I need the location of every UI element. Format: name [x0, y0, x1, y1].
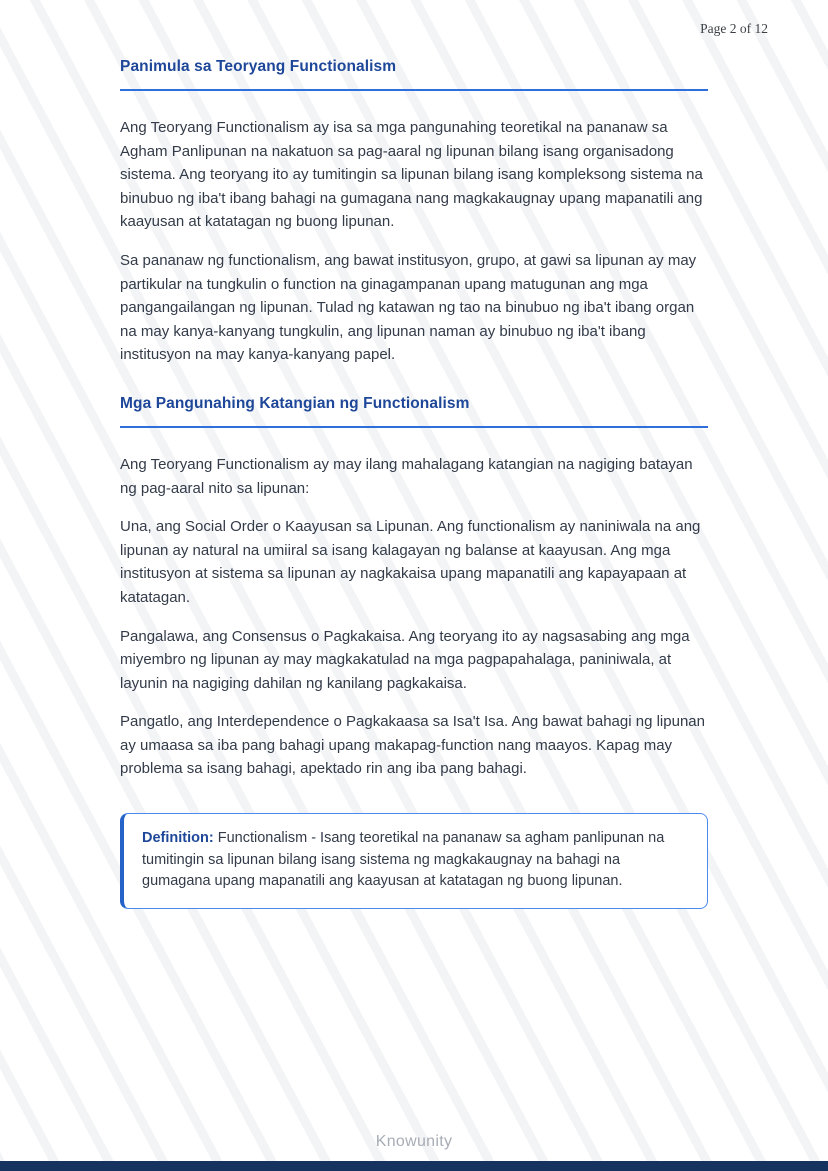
paragraph: Pangalawa, ang Consensus o Pagkakaisa. Ang teoryang ito ay nagsasabing ang mga miyembro ng lipunan ay may magkakatulad na mga pagpapahalaga, paniniwala, at layunin na nagiging dahilan ng kanilang pagkakaisa.: [120, 627, 690, 692]
definition-box: [120, 813, 708, 909]
section-katangian: [120, 395, 708, 781]
paragraph: Sa pananaw ng functionalism, ang bawat institusyon, grupo, at gawi sa lipunan ay may partikular na tungkulin o function na ginagampanan upang matugunan ang mga pangangailangan ng lipunan. Tulad ng katawan ng tao na binubuo ng iba't ibang organ na may kanya-kanyang tungkulin, ang lipunan naman ay binubuo ng iba't ibang institusyon na may kanya-kanyang papel.: [120, 251, 697, 364]
paragraph: Una, ang Social Order o Kaayusan sa Lipunan. Ang functionalism ay naniniwala na ang lipunan ay natural na umiiral sa isang kalagayan ng balanse at kaayusan. Ang mga institusyon at sistema sa lipunan ay nagkakaisa upang mapanatili ang kapayapaan at katatagan.: [120, 518, 701, 606]
definition-body: Functionalism - Isang teoretikal na pananaw sa agham panlipunan na tumitingin sa lipunan bilang isang sistema ng magkakaugnay na bahagi na gumagana upang mapanatili ang kaayusan at katatagan ng buong lipunan.: [142, 830, 665, 890]
footer-brand: Knowunity: [375, 1133, 453, 1150]
paragraph: Ang Teoryang Functionalism ay may ilang mahalagang katangian na nagiging batayan ng pag-aaral nito sa lipunan:: [120, 455, 693, 497]
definition-label: Definition:: [142, 830, 214, 847]
section-panimula: [120, 58, 708, 367]
paragraph: Ang Teoryang Functionalism ay isa sa mga pangunahing teoretikal na pananaw sa Agham Panlipunan na nakatuon sa pag-aaral ng lipunan bilang isang organisadong sistema. Ang teoryang ito ay tumitingin sa lipunan bilang isang kompleksong sistema na binubuo ng iba't ibang bahagi na gumagana nang magkakaugnay upang mapanatili ang kaayusan at katatagan ng buong lipunan.: [120, 119, 703, 231]
page-indicator: Page 2 of 12: [700, 21, 768, 36]
document-content: [120, 58, 708, 909]
paragraph: Pangatlo, ang Interdependence o Pagkakaasa sa Isa't Isa. Ang bawat bahagi ng lipunan ay umaasa sa iba pang bahagi upang makapag-function nang maayos. Kapag may problema sa isang bahagi, apektado rin ang iba pang bahagi.: [120, 713, 705, 778]
definition-text: [142, 828, 689, 893]
bottom-bar: [0, 1161, 828, 1171]
section-heading-katangian: Mga Pangunahing Katangian ng Functionalism: [120, 395, 708, 428]
section-heading-panimula: Panimula sa Teoryang Functionalism: [120, 58, 708, 91]
